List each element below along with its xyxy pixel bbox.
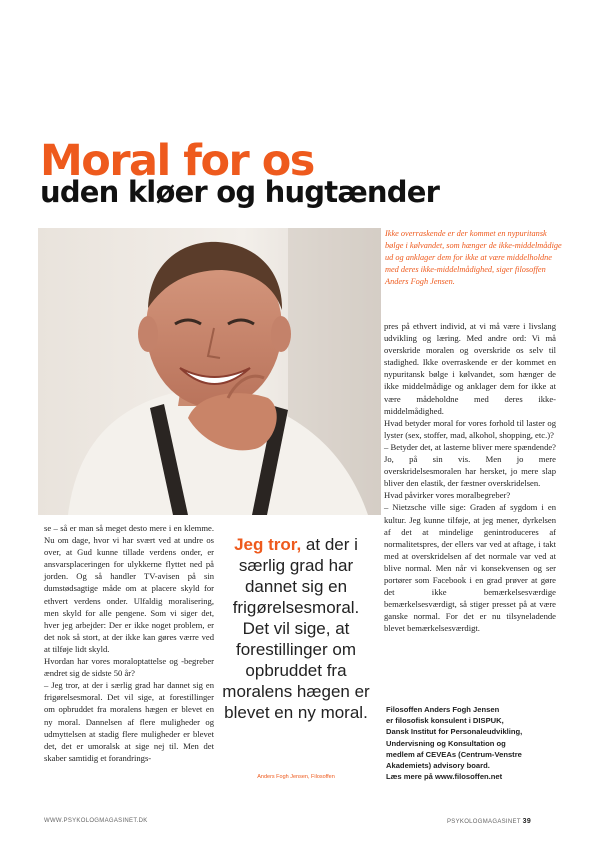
- pull-quote: [222, 534, 370, 723]
- headline: Moral for os: [40, 136, 314, 186]
- bio-line: er filosofisk konsulent i DISPUK,: [386, 716, 504, 726]
- footer-url: WWW.PSYKOLOGMAGASINET.DK: [44, 818, 148, 824]
- interview-answer: – Nietzsche ville sige: Graden af sygdom i en kultur. Jeg kunne tilføje, at jeg mener, dyrkelsen af det at mindelige genintroduceres af normalitetspres, der ellers var ved at aftage, i takt med at overskridelsen af det normale var ved at blive normal. Men når vi konsekvensen og ser portører som Facebook i en grad prøver at gøre det ikke bemærkelsesværdige bemærkelsesværdigt, så stiger presset på at være ganske normal. For det er nu tilsyneladende blevet bemærkelsesværdigt.: [384, 502, 556, 634]
- pull-quote-lead: Jeg tror,: [234, 535, 302, 554]
- headline-subtitle: uden kløer og hugtænder: [40, 175, 440, 209]
- author-bio: [386, 704, 562, 782]
- footer-publication: PSYKOLOGMAGASINET: [447, 819, 521, 825]
- body-column-left: [44, 522, 214, 764]
- bio-link[interactable]: Læs mere på www.filosoffen.net: [386, 772, 503, 782]
- body-paragraph: se – så er man så meget desto mere i en klemme. Nu om dage, hvor vi har svært ved at undre os over, at Gud kunne tillade verdens onder, er ansvarsplaceringen for ulykkerne flyttet ned på jorden. Og så handler TV-avisen på sin dumstødsagtige måde om at placere skyld for ethvert verdens onder. Ulfaldig moralisering, men skyld for alle pengene. Som vi siger det, hver jeg arbejder: Der er ikke noget problem, er det nok så stort, at der ikke kan gøres værre ved at tilføje lidt skyld.: [44, 523, 214, 654]
- portrait-illustration: [38, 228, 381, 515]
- interview-answer: – Jeg tror, at der i særlig grad har dannet sig en frigørelsesmoral. Det vil sige, at forestillinger om opbruddet fra moralens hægen er blevet en ny moral. Dannelsen af flere muligheder og udmyttelsen at stadig flere muligheder er blevet det, det er umoralsk at sige nej til. Men det skaber samtidig et forandrings-: [44, 680, 214, 763]
- interview-question: Hvad betyder moral for vores forhold til laster og lyster (sex, stoffer, mad, alkohol, shopping, etc.)?: [384, 417, 556, 440]
- page-number: 39: [522, 818, 532, 825]
- bio-line: medlem af CEVEAs (Centrum-Venstre: [386, 749, 522, 759]
- interview-question: Hvad påvirker vores moralbegreber?: [384, 490, 511, 501]
- pull-quote-text: at der i særlig grad har dannet sig en frigørelsesmoral. Det vil sige, at forestillinger om opbruddet fra moralens hægen er blevet en ny moral.: [222, 535, 370, 722]
- bio-line: Dansk Institut for Personaleudvikling,: [386, 727, 523, 737]
- lead-paragraph: Ikke overraskende er der kommet en nypuritansk bølge i kølvandet, som hænger de ikke-middelmådige ud og anklager dem for ikke at være middelholdne med deres ikke-middelmådighed, siger filosoffen Anders Fogh Jensen.: [385, 229, 562, 286]
- interview-answer: – Betyder det, at lasterne bliver mere spændende? Jo, på sin vis. Men jo mere overskridelsesmoralen har hersket, jo mere slap bliver den elastik, der fæstner overskridelsen.: [384, 441, 556, 489]
- body-paragraph: pres på ethvert individ, at vi må være i livslang udvikling og læring. Med andre ord: Vi må overskride moralen og overskride os selv til stadighed. Ikke overraskende er der kommet en nypuritansk bølge i kølvandet, som hænger de ikke middelmådige og anklager dem for ikke at være mådeholdne med deres ikke-middelmådighed.: [384, 321, 556, 416]
- bio-line: Undervisning og Konsultation og: [386, 738, 506, 748]
- interview-question: Hvordan har vores moraloptattelse og -begreber ændret sig de sidste 50 år?: [44, 656, 214, 679]
- footer-page-info: [447, 818, 531, 825]
- portrait-photo: [38, 228, 381, 515]
- body-column-right-top: [384, 320, 556, 634]
- pull-quote-attribution: Anders Fogh Jensen, Filosoffen: [257, 774, 335, 780]
- bio-line: Filosoffen Anders Fogh Jensen: [386, 705, 500, 714]
- bio-line: Akademiets) advisory board.: [386, 761, 490, 771]
